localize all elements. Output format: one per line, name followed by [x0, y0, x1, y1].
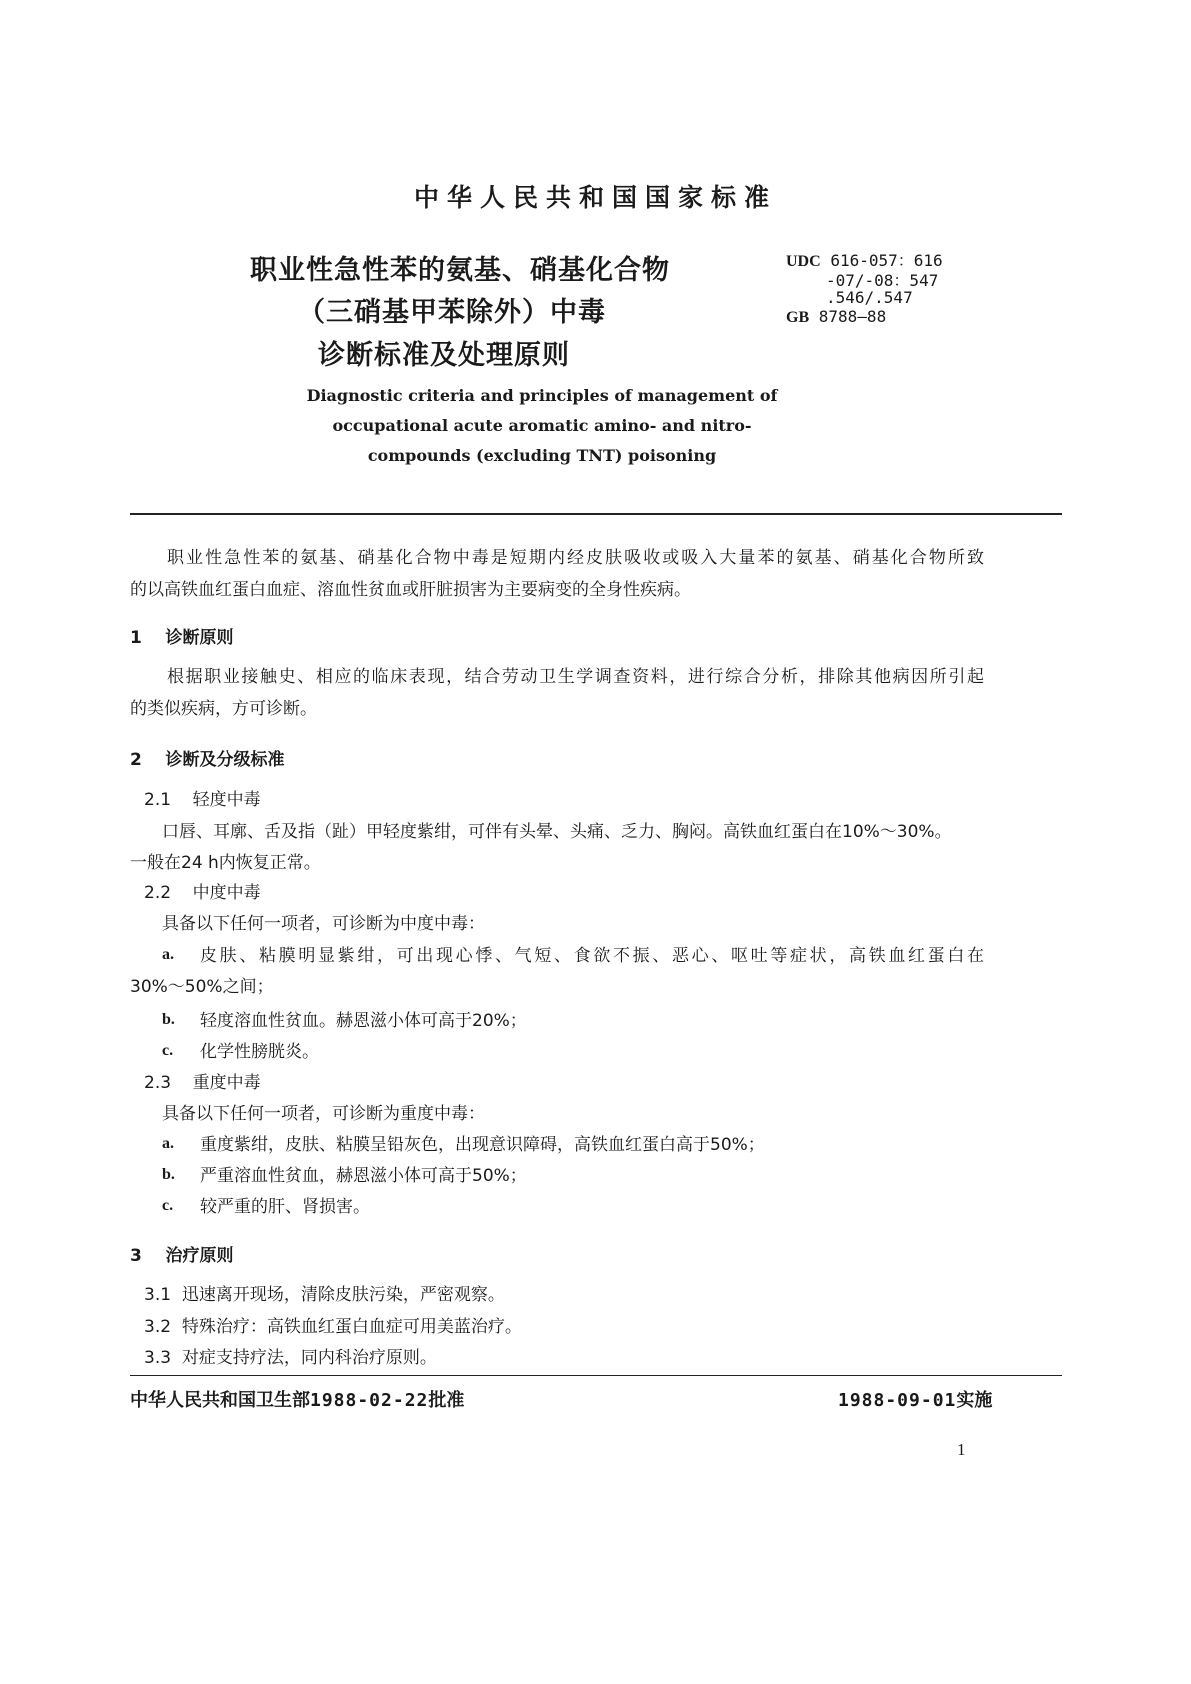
subsection-2-1-line-2: 一般在24 h内恢复正常。	[130, 853, 321, 873]
item-3-3-number: 3.3	[144, 1348, 172, 1368]
section-3-number: 3	[130, 1246, 142, 1266]
item-2-2-c-label: c.	[162, 1042, 174, 1059]
subsection-2-1-heading	[144, 790, 261, 810]
effective-suffix: 实施	[956, 1390, 993, 1411]
subsection-2-2-title: 中度中毒	[192, 883, 261, 903]
approval-info	[130, 1386, 464, 1412]
top-divider	[130, 513, 1062, 515]
approval-date: 1988-02-22	[310, 1390, 429, 1411]
english-title-line-2: occupational acute aromatic amino- and nitro-	[332, 416, 752, 435]
page-number: 1	[957, 1440, 966, 1459]
standard-header: 中华人民共和国国家标准	[413, 183, 777, 212]
section-2-heading	[130, 745, 285, 770]
section-3-heading	[130, 1241, 234, 1266]
intro-line-1: 职业性急性苯的氨基、硝基化合物中毒是短期内经皮肤吸收或吸入大量苯的氨基、硝基化合物所致	[167, 548, 984, 568]
effective-date: 1988-09-01	[838, 1390, 957, 1411]
subsection-2-3-lead: 具备以下任何一项者，可诊断为重度中毒：	[162, 1104, 485, 1124]
udc-code-3: .546/.547	[826, 288, 913, 307]
item-2-3-a-text: 重度紫绀，皮肤、粘膜呈铅灰色，出现意识障碍，高铁血红蛋白高于50%；	[200, 1135, 765, 1155]
item-2-3-a-label: a.	[162, 1135, 174, 1152]
item-2-2-b-label: b.	[162, 1011, 175, 1028]
udc-code-2: -07/-08：547	[826, 271, 939, 290]
item-2-2-c-text: 化学性膀胱炎。	[200, 1042, 319, 1062]
subsection-2-3-number: 2.3	[144, 1073, 172, 1093]
item-3-2-number: 3.2	[144, 1317, 172, 1337]
item-2-2-a-label: a.	[162, 946, 174, 963]
title-line-3: 诊断标准及处理原则	[318, 340, 570, 371]
section-3-title: 治疗原则	[165, 1246, 234, 1266]
bottom-divider	[130, 1375, 1062, 1376]
gb-number: 8788—88	[818, 307, 887, 326]
section-1-line-1: 根据职业接触史、相应的临床表现，结合劳动卫生学调查资料，进行综合分析，排除其他病因所引起	[167, 667, 984, 687]
title-line-2: （三硝基甲苯除外）中毒	[298, 297, 606, 328]
item-2-2-a-line-1: 皮肤、粘膜明显紫绀，可出现心悸、气短、食欲不振、恶心、呕吐等症状，高铁血红蛋白在	[200, 946, 984, 966]
section-1-number: 1	[130, 628, 142, 648]
item-3-1-text: 迅速离开现场，清除皮肤污染，严密观察。	[181, 1285, 505, 1305]
english-title-line-3: compounds (excluding TNT) poisoning	[367, 446, 717, 465]
section-1-heading	[130, 623, 234, 648]
subsection-2-1-number: 2.1	[144, 790, 172, 810]
english-title-line-1: Diagnostic criteria and principles of management of	[306, 386, 778, 405]
item-2-3-b-text: 严重溶血性贫血，赫恩滋小体可高于50%；	[200, 1166, 527, 1186]
udc-code-1: 616-057：616	[830, 251, 943, 270]
section-1-title: 诊断原则	[165, 628, 234, 648]
subsection-2-2-number: 2.2	[144, 883, 172, 903]
item-2-3-b-label: b.	[162, 1166, 175, 1183]
section-2-title: 诊断及分级标准	[165, 750, 285, 770]
item-2-3-c-label: c.	[162, 1197, 174, 1214]
item-2-2-b-text: 轻度溶血性贫血。赫恩滋小体可高于20%；	[200, 1011, 527, 1031]
udc-label: UDC	[786, 253, 821, 270]
item-2-3-c-text: 较严重的肝、肾损害。	[200, 1197, 370, 1217]
approval-org: 中华人民共和国卫生部	[130, 1390, 310, 1411]
subsection-2-1-title: 轻度中毒	[192, 790, 261, 810]
subsection-2-1-line-1: 口唇、耳廓、舌及指（趾）甲轻度紫绀，可伴有头晕、头痛、乏力、胸闷。高铁血红蛋白在10%～30%。	[162, 822, 952, 842]
approval-suffix: 批准	[428, 1390, 465, 1411]
title-line-1: 职业性急性苯的氨基、硝基化合物	[250, 255, 670, 286]
subsection-2-2-heading	[144, 883, 261, 903]
section-2-number: 2	[130, 750, 142, 770]
subsection-2-2-lead: 具备以下任何一项者，可诊断为中度中毒：	[162, 914, 485, 934]
gb-label: GB	[786, 309, 810, 326]
item-3-3-text: 对症支持疗法，同内科治疗原则。	[181, 1348, 437, 1368]
effective-info	[838, 1386, 992, 1412]
item-3-1-number: 3.1	[144, 1285, 172, 1305]
subsection-2-3-title: 重度中毒	[192, 1073, 261, 1093]
list-item	[144, 1317, 522, 1337]
intro-line-2: 的以高铁血红蛋白血症、溶血性贫血或肝脏损害为主要病变的全身性疾病。	[130, 580, 691, 600]
list-item	[144, 1285, 505, 1305]
gb-number-line	[786, 307, 886, 327]
item-2-2-a-line-2: 30%～50%之间；	[130, 977, 274, 997]
section-1-line-2: 的类似疾病，方可诊断。	[130, 699, 317, 719]
subsection-2-3-heading	[144, 1073, 261, 1093]
item-3-2-text: 特殊治疗：高铁血红蛋白血症可用美蓝治疗。	[181, 1317, 522, 1337]
list-item	[144, 1348, 437, 1368]
